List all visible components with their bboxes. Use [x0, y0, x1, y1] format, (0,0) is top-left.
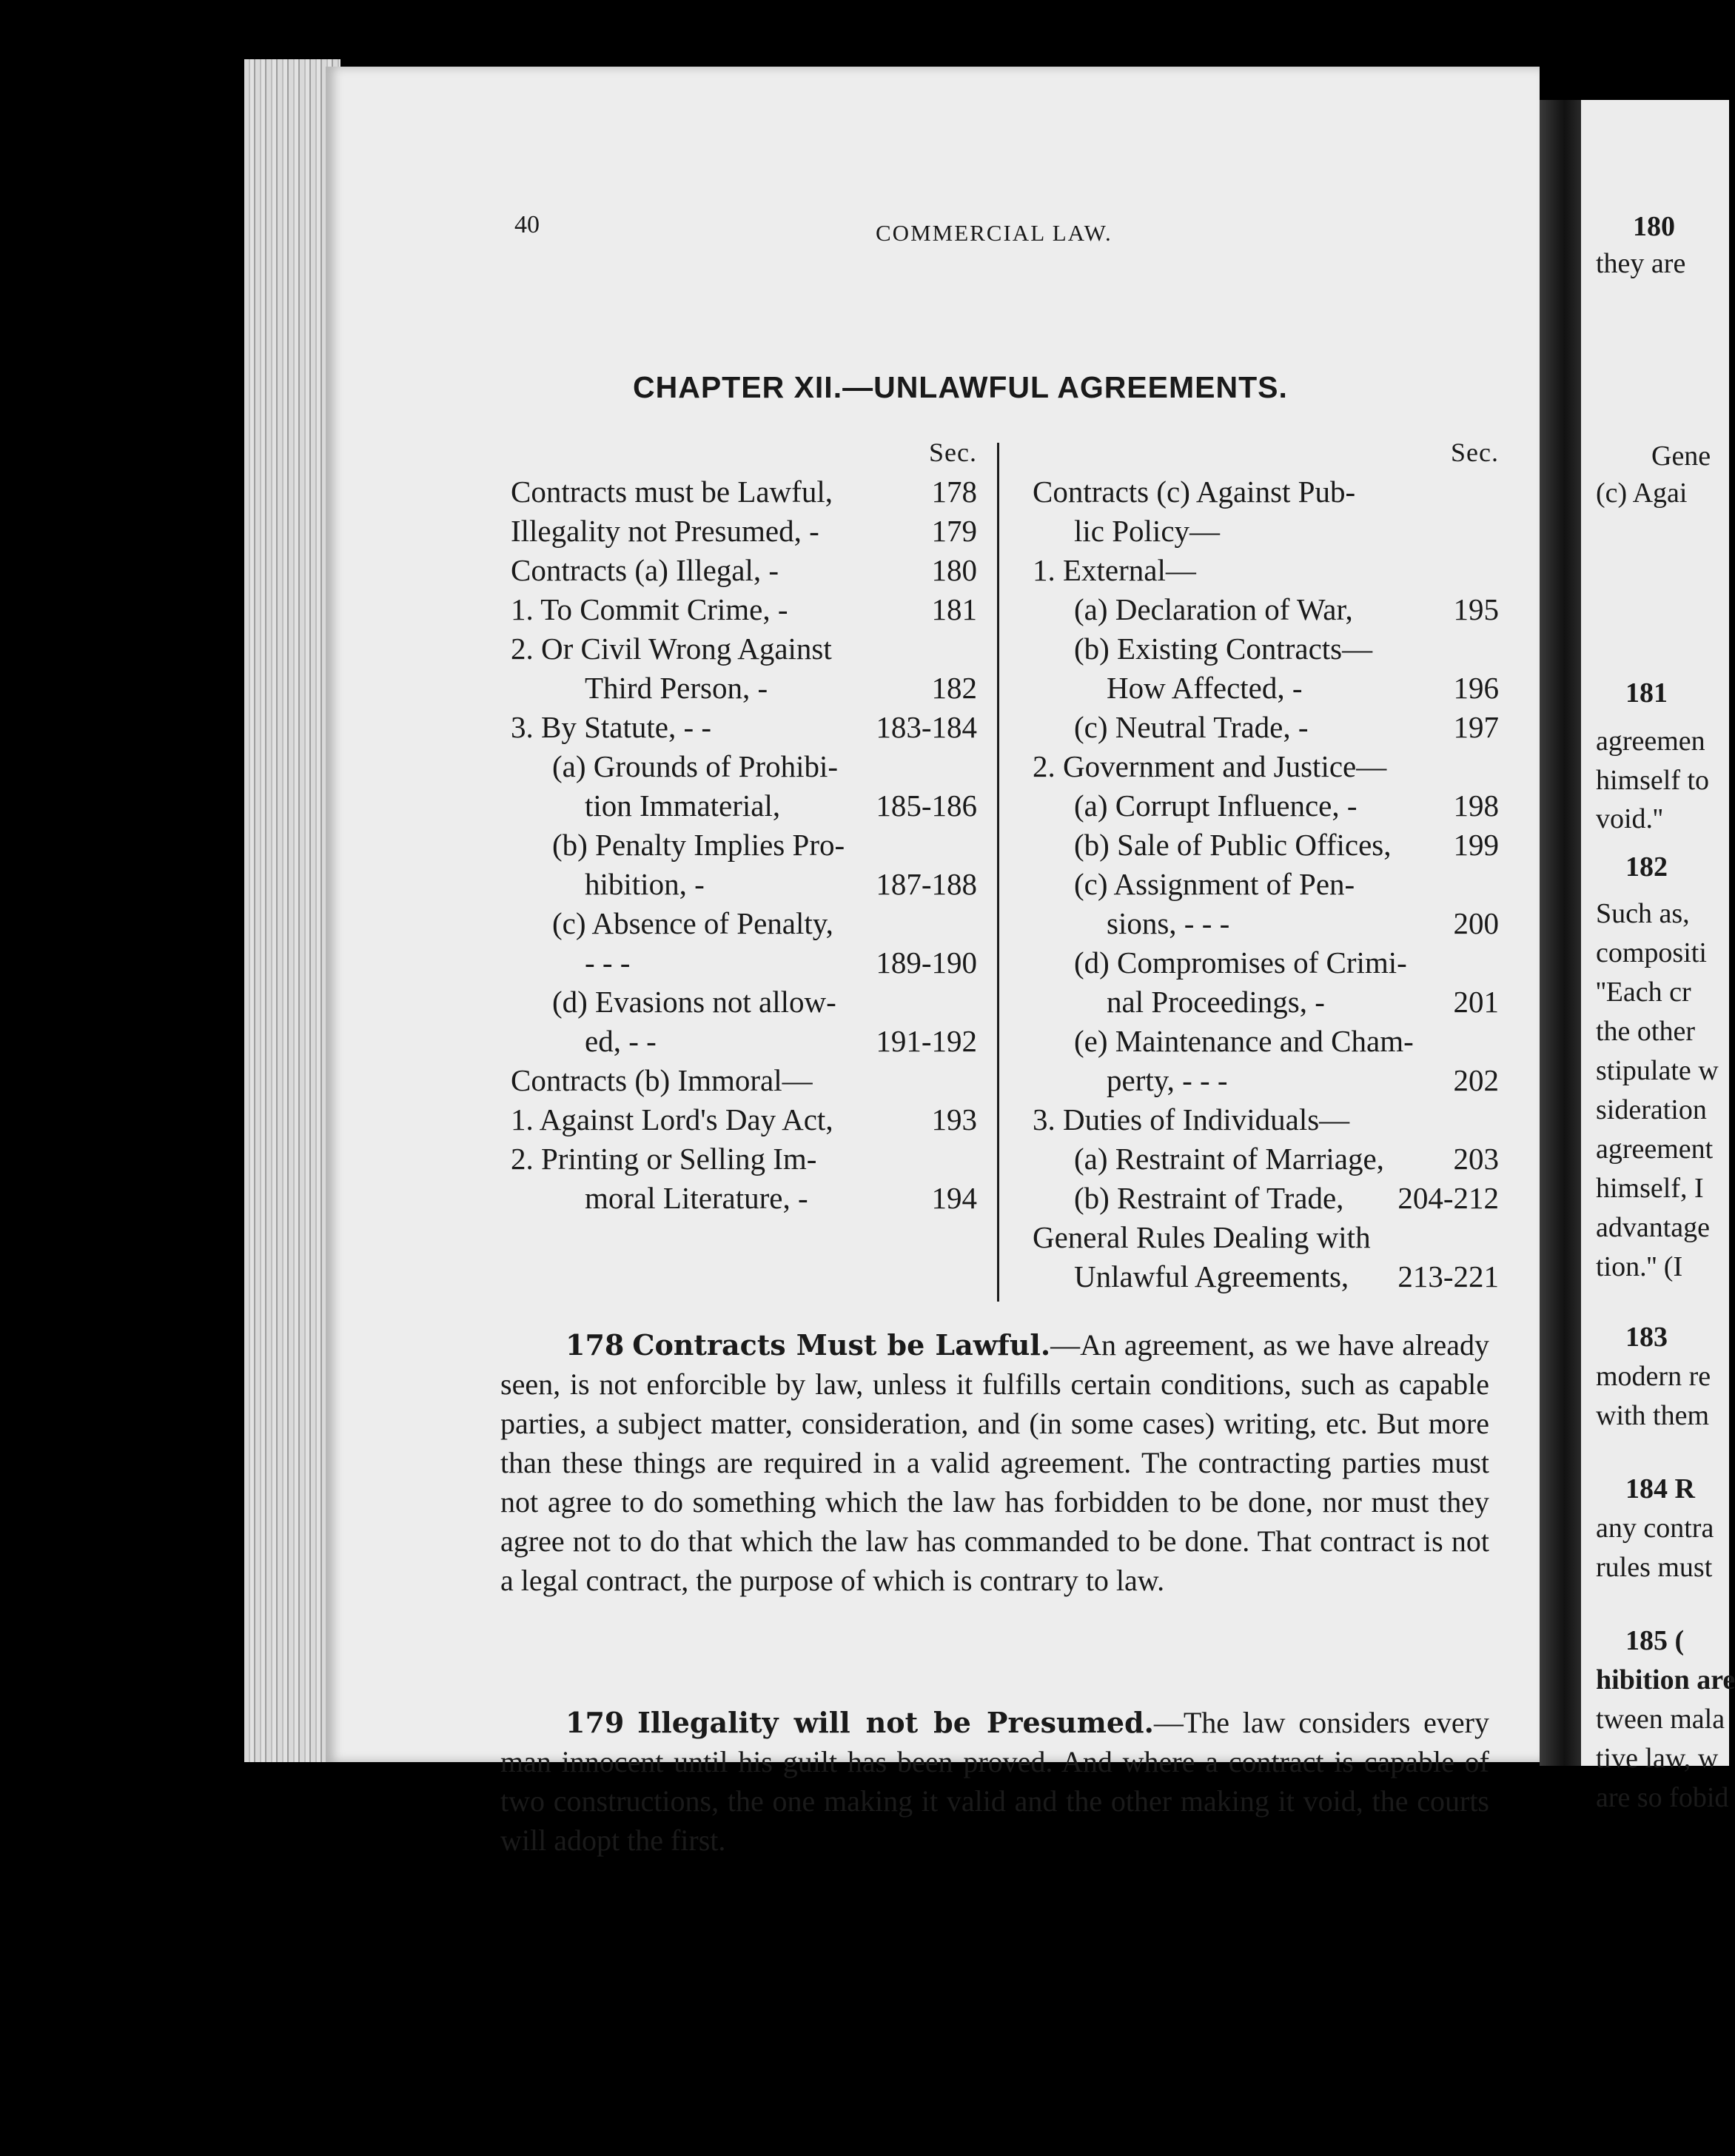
toc-entry-section-number: 200 [1453, 906, 1499, 940]
toc-entry-section-number: 196 [1453, 671, 1499, 705]
facing-page-text: void.'' [1596, 803, 1663, 834]
toc-entry-text: 1. To Commit Crime, - [511, 592, 788, 626]
toc-entry [1033, 904, 1499, 943]
toc-entry-text: (b) Restraint of Trade, [1074, 1181, 1344, 1215]
facing-page-text: Such as, [1596, 898, 1690, 929]
toc-entry-text: General Rules Dealing with [1033, 1220, 1371, 1254]
toc-entry-text: - - - [585, 945, 631, 980]
toc-entry-section-number: 187-188 [876, 867, 977, 901]
toc-entry [1033, 747, 1499, 786]
toc-entry [1033, 982, 1499, 1022]
toc-entry-text: Unlawful Agreements, [1074, 1259, 1349, 1293]
toc-entry-text: Illegality not Presumed, - [511, 514, 819, 548]
facing-page-text: himself, I [1596, 1173, 1704, 1204]
toc-entry-text: 3. Duties of Individuals— [1033, 1102, 1350, 1136]
toc-entry [511, 1179, 977, 1218]
facing-page-text: rules must [1596, 1552, 1713, 1583]
facing-page-text: tion.'' (I [1596, 1251, 1683, 1282]
facing-page-text: any contra [1596, 1513, 1714, 1544]
toc-entry-text: 2. Printing or Selling Im- [511, 1142, 817, 1176]
toc-entry [511, 747, 977, 786]
toc-entry-text: 1. Against Lord's Day Act, [511, 1102, 833, 1136]
toc-entry-text: 1. External— [1033, 553, 1196, 587]
toc-entry [1033, 826, 1499, 865]
chapter-title: CHAPTER XII.—UNLAWFUL AGREEMENTS. [633, 370, 1288, 404]
toc-entry-text: (e) Maintenance and Cham- [1074, 1024, 1414, 1058]
facing-page-text: stipulate w [1596, 1055, 1719, 1086]
toc-entry-text: (a) Corrupt Influence, - [1074, 789, 1358, 823]
toc-entry-section-number: 197 [1453, 710, 1499, 744]
facing-page-text: with them [1596, 1400, 1710, 1431]
toc-entry [511, 982, 977, 1022]
toc-right-column [1033, 433, 1499, 1296]
toc-entry [511, 551, 977, 590]
toc-entry-text: Contracts must be Lawful, [511, 475, 833, 509]
toc-entry-section-number: 189-190 [876, 945, 977, 980]
section-heading: Illegality will not be Presumed. [637, 1706, 1154, 1739]
toc-entry [1033, 1179, 1499, 1218]
toc-entry [511, 826, 977, 865]
toc-entry-text: (a) Grounds of Prohibi- [552, 749, 839, 783]
toc-entry-text: 2. Government and Justice— [1033, 749, 1387, 783]
book-gutter [1540, 100, 1581, 1766]
toc-entry [511, 472, 977, 512]
toc-left-column [511, 433, 977, 1218]
toc-entry-text: Contracts (b) Immoral— [511, 1063, 813, 1097]
toc-entry-section-number: 203 [1453, 1142, 1499, 1176]
facing-page-fragment [1581, 100, 1735, 1813]
toc-entry [1033, 1218, 1499, 1257]
toc-entry-text: sions, - - - [1107, 906, 1230, 940]
toc-entry-section-number: 191-192 [876, 1024, 977, 1058]
toc-entry [511, 943, 977, 982]
sec-label: Sec. [929, 438, 977, 467]
toc-entry-section-number: 202 [1453, 1063, 1499, 1097]
toc-entry-section-number: 182 [931, 671, 977, 705]
facing-page-text: hibition are [1596, 1664, 1735, 1695]
facing-page-text: tween mala [1596, 1704, 1725, 1735]
facing-page-text: 180 [1633, 211, 1675, 242]
facing-page-text: advantage [1596, 1212, 1711, 1243]
toc-entry [1033, 708, 1499, 747]
toc-entry [511, 512, 977, 551]
toc-entry-section-number: 213-221 [1397, 1259, 1499, 1293]
facing-page-text: 184 R [1625, 1473, 1695, 1504]
toc-entry [1033, 1061, 1499, 1100]
section-body: —An agreement, as we have already seen, is not enforcible by law, unless it fulfills certain conditions, such as capable parties, a subject matter, consideration, and (in some cases) writing, etc. But more than these things are required in a valid agreement. The contracting parties must not agree to do something which the law has forbidden to be done, nor must they agree not to do that which the law has commanded to be done. That contract is not a legal contract, the purpose of which is contrary to law. [500, 1328, 1489, 1597]
toc-entry [1033, 629, 1499, 669]
toc-entry-text: (d) Evasions not allow- [552, 985, 836, 1019]
toc-entry-text: (b) Penalty Implies Pro- [552, 828, 845, 862]
toc-entry [511, 1100, 977, 1139]
facing-page-text: are so fobid [1596, 1782, 1729, 1813]
section-body: —The law considers every man innocent until his guilt has been proved. And where a contract is capable of two constructions, the one making it valid and the other making it void, the courts will adopt the first. [500, 1706, 1489, 1857]
sec-label: Sec. [1451, 438, 1499, 467]
toc-entry-text: (c) Absence of Penalty, [552, 906, 833, 940]
toc-entry [511, 904, 977, 943]
toc-entry [1033, 551, 1499, 590]
facing-page-text: 182 [1625, 851, 1668, 883]
toc-entry-section-number: 199 [1453, 828, 1499, 862]
toc-entry-section-number: 198 [1453, 789, 1499, 823]
toc-entry [1033, 1022, 1499, 1061]
toc-entry-section-number: 195 [1453, 592, 1499, 626]
toc-entry [511, 1139, 977, 1179]
toc-entry-section-number: 201 [1453, 985, 1499, 1019]
toc-entry-text: Contracts (c) Against Pub- [1033, 475, 1356, 509]
toc-entry-section-number: 180 [931, 553, 977, 587]
toc-entry-text: (b) Existing Contracts— [1074, 632, 1373, 666]
section-179 [500, 1703, 1489, 1860]
toc-entry-text: perty, - - - [1107, 1063, 1228, 1097]
column-divider [997, 443, 999, 1302]
facing-page-text: agreement [1596, 1134, 1714, 1165]
toc-entry [1033, 512, 1499, 551]
toc-entry [511, 590, 977, 629]
facing-page-text: agreemen [1596, 726, 1705, 757]
toc-entry-text: hibition, - [585, 867, 705, 901]
toc-entry-text: (a) Restraint of Marriage, [1074, 1142, 1384, 1176]
toc-entry [1033, 1100, 1499, 1139]
toc-entry-text: (d) Compromises of Crimi- [1074, 945, 1407, 980]
toc-entry-section-number: 178 [931, 475, 977, 509]
section-number: 179 [566, 1706, 625, 1739]
toc-entry-text: (c) Assignment of Pen- [1074, 867, 1355, 901]
toc-entry-section-number: 193 [931, 1102, 977, 1136]
toc-entry [1033, 590, 1499, 629]
facing-page-text: tive law, w [1596, 1743, 1719, 1774]
page-number: 40 [514, 211, 540, 238]
toc-entry [511, 1061, 977, 1100]
facing-page-text: 183 [1625, 1322, 1668, 1353]
toc-entry [1033, 1139, 1499, 1179]
toc-entry [1033, 1257, 1499, 1296]
facing-page-text: 185 ( [1625, 1625, 1685, 1656]
section-number: 178 [566, 1328, 625, 1362]
toc-entry-text: How Affected, - [1107, 671, 1303, 705]
toc-entry-section-number: 181 [931, 592, 977, 626]
toc-entry-text: tion Immaterial, [585, 789, 781, 823]
toc-entry [1033, 865, 1499, 904]
toc-entry-text: (c) Neutral Trade, - [1074, 710, 1309, 744]
section-178 [500, 1325, 1489, 1600]
facing-page-text: Gene [1651, 441, 1711, 472]
toc-entry-text: Contracts (a) Illegal, - [511, 553, 779, 587]
section-heading: Contracts Must be Lawful. [632, 1328, 1051, 1362]
toc-entry-text: (b) Sale of Public Offices, [1074, 828, 1392, 862]
facing-page-text: sideration [1596, 1094, 1707, 1125]
toc-entry-text: ed, - - [585, 1024, 657, 1058]
toc-entry [511, 786, 977, 826]
toc-entry-section-number: 204-212 [1397, 1181, 1499, 1215]
toc-entry [511, 865, 977, 904]
toc-entry-section-number: 194 [931, 1181, 977, 1215]
toc-entry-text: Third Person, - [585, 671, 768, 705]
facing-page-text: ''Each cr [1596, 977, 1691, 1008]
facing-page-text: they are [1596, 248, 1686, 279]
facing-page-text: compositi [1596, 937, 1707, 968]
toc-entry-text: nal Proceedings, - [1107, 985, 1325, 1019]
toc-entry [1033, 669, 1499, 708]
running-title: COMMERCIAL LAW. [876, 220, 1113, 246]
facing-page-text: modern re [1596, 1361, 1711, 1392]
toc-entry-section-number: 179 [931, 514, 977, 548]
toc-entry-text: 2. Or Civil Wrong Against [511, 632, 832, 666]
toc-entry-section-number: 183-184 [876, 710, 977, 744]
toc-entry [1033, 786, 1499, 826]
toc-entry-text: lic Policy— [1074, 514, 1221, 548]
toc-entry [511, 629, 977, 669]
toc-entry [511, 708, 977, 747]
toc-entry [1033, 472, 1499, 512]
toc-entry [1033, 943, 1499, 982]
facing-page-text: 181 [1625, 677, 1668, 709]
facing-page-text: (c) Agai [1596, 478, 1688, 509]
toc-entry [511, 669, 977, 708]
toc-entry-text: moral Literature, - [585, 1181, 808, 1215]
toc-entry [511, 1022, 977, 1061]
facing-page-text: the other [1596, 1016, 1696, 1047]
toc-entry-text: 3. By Statute, - - [511, 710, 712, 744]
toc-entry-text: (a) Declaration of War, [1074, 592, 1353, 626]
toc-entry-section-number: 185-186 [876, 789, 977, 823]
facing-page-text: himself to [1596, 765, 1710, 796]
